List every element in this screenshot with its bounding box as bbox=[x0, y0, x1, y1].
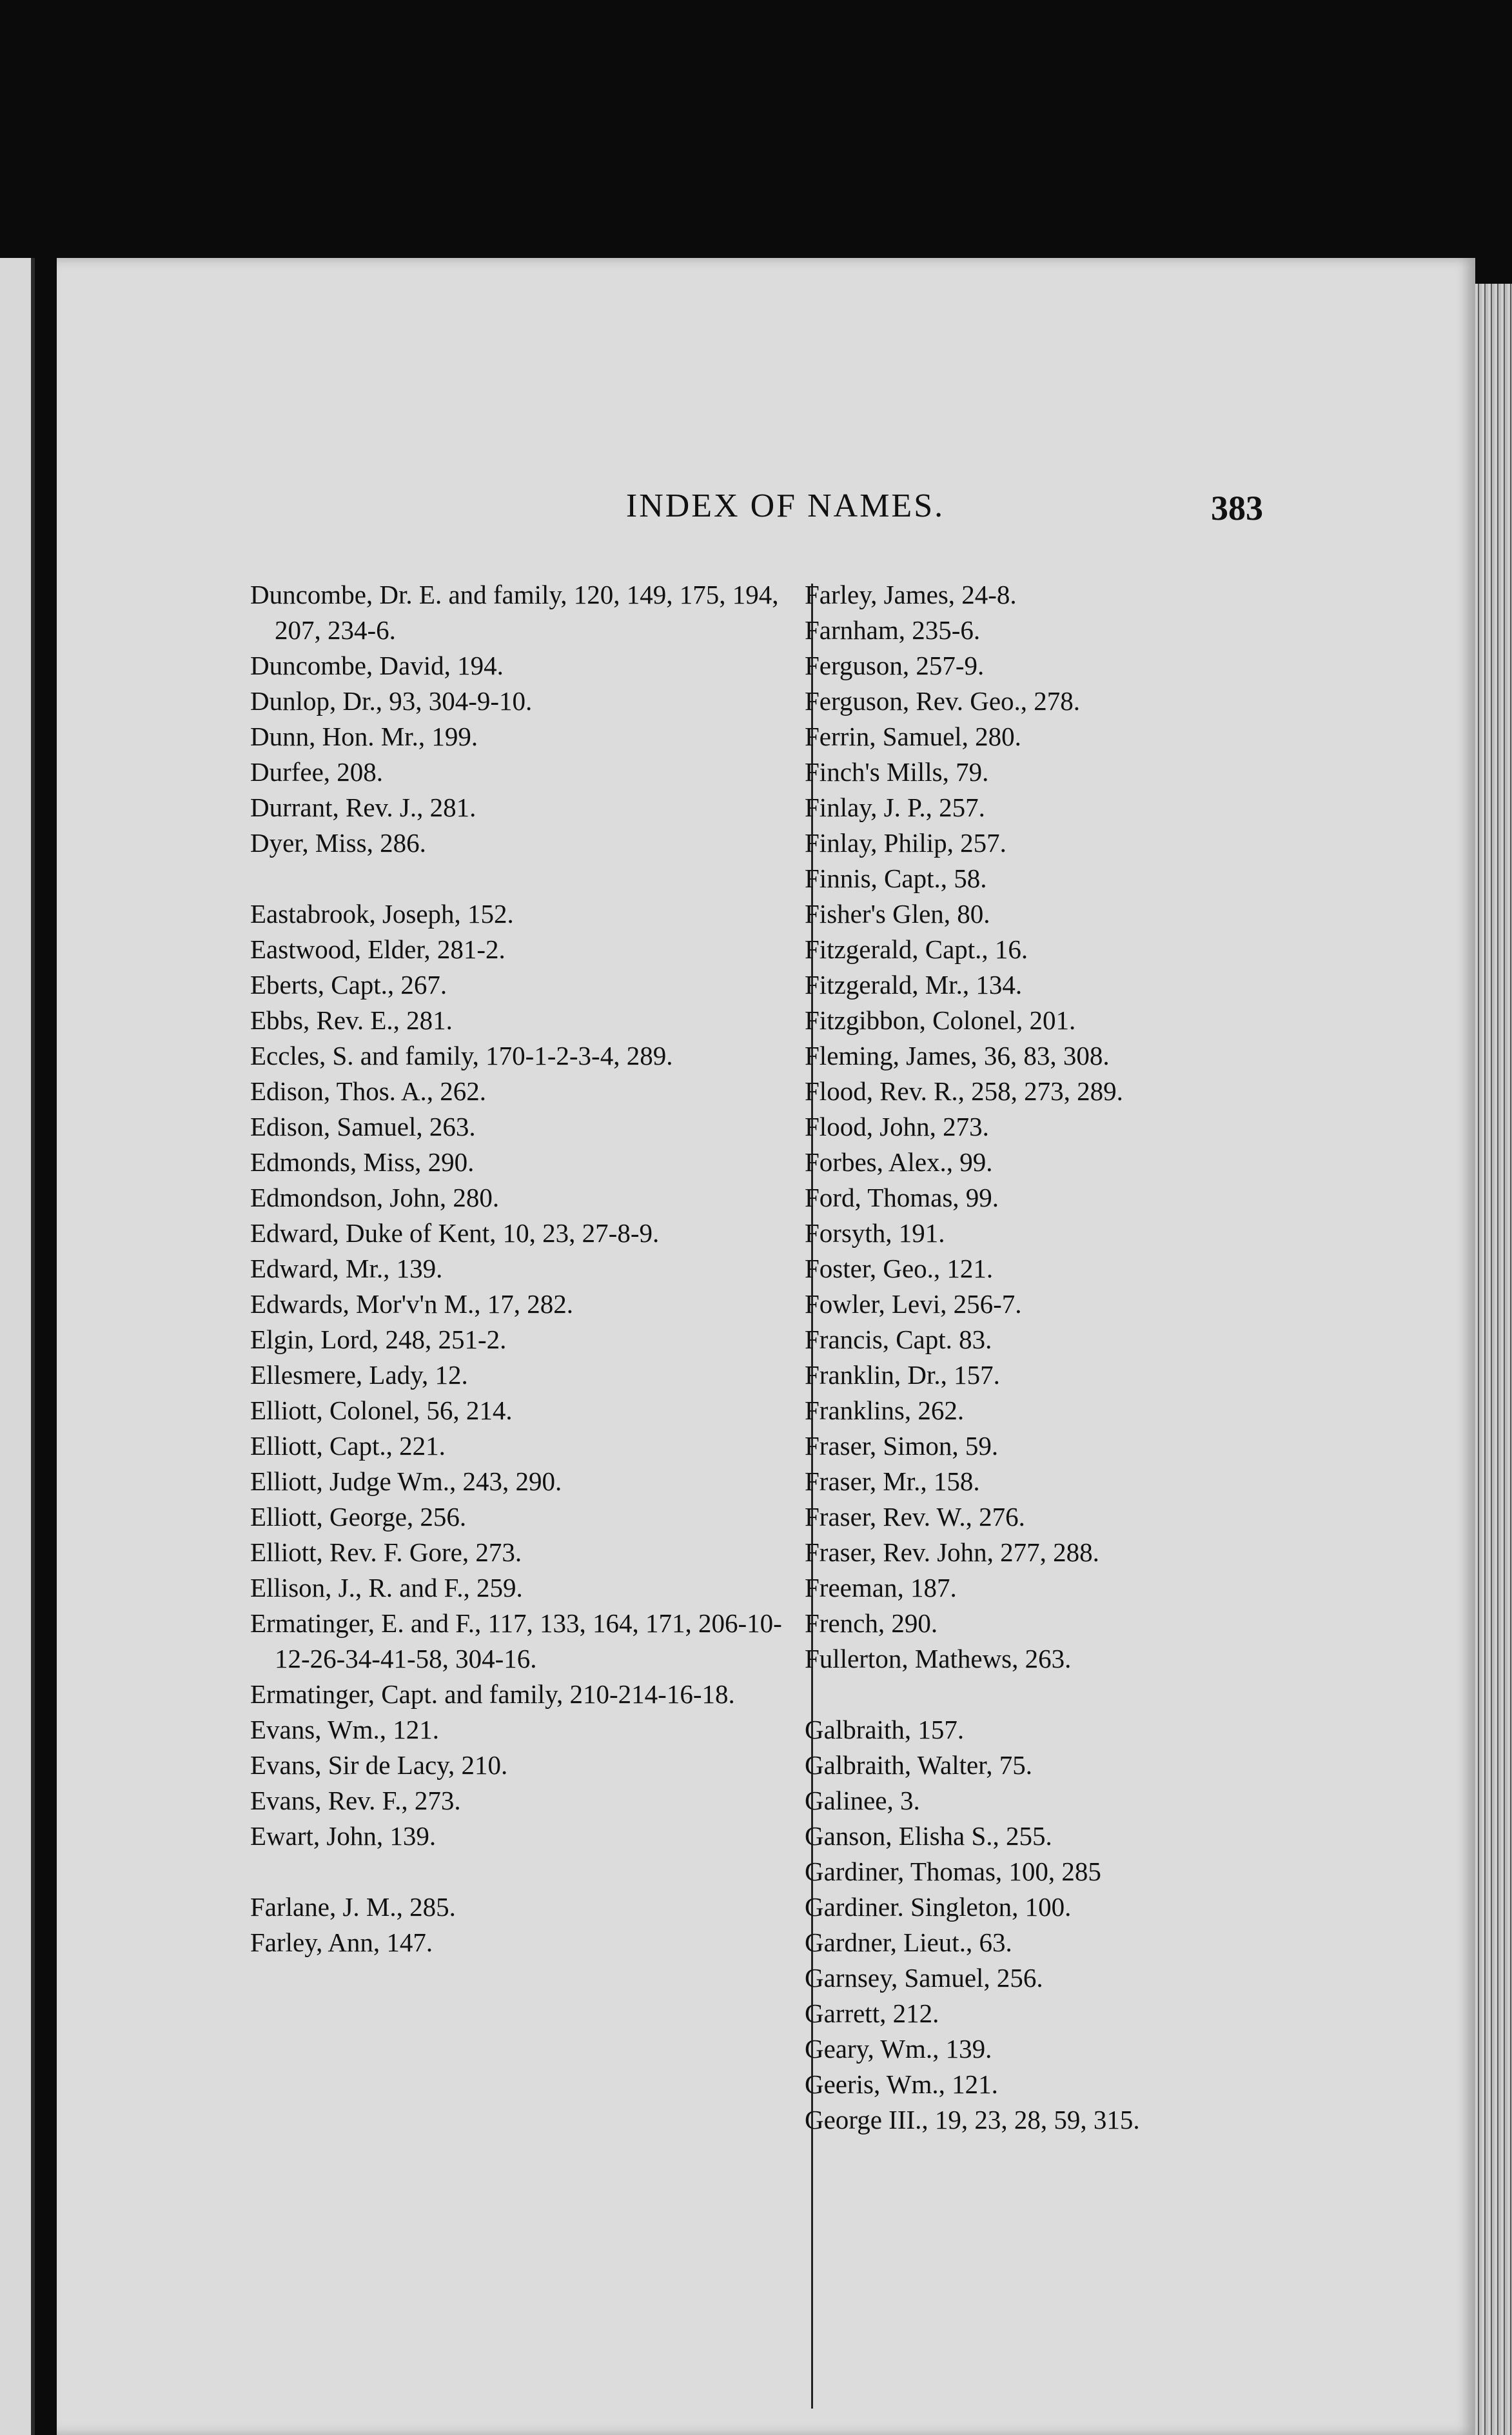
index-entry: Edmondson, John, 280. bbox=[250, 1183, 500, 1212]
index-entry: Gardiner, Thomas, 100, 285 bbox=[805, 1857, 1101, 1886]
index-entry: Ganson, Elisha S., 255. bbox=[805, 1821, 1052, 1851]
index-entry: Galbraith, Walter, 75. bbox=[805, 1750, 1032, 1780]
page-title: INDEX OF NAMES. bbox=[625, 488, 945, 524]
index-entry: Franklins, 262. bbox=[805, 1395, 965, 1425]
index-entry: Fraser, Mr., 158. bbox=[805, 1466, 980, 1496]
index-entry: Garrett, 212. bbox=[805, 1998, 939, 2028]
book-page bbox=[57, 258, 1475, 2435]
index-entry: Elliott, Judge Wm., 243, 290. bbox=[250, 1466, 562, 1496]
index-entry: Ferrin, Samuel, 280. bbox=[805, 722, 1021, 751]
index-entry: Ermatinger, E. and F., 117, 133, 164, 171, 206-10-12-26-34-41-58, 304-16. bbox=[250, 1608, 782, 1673]
index-entry: Fisher's Glen, 80. bbox=[805, 899, 990, 929]
index-entry: Duncombe, Dr. E. and family, 120, 149, 175, 194, 207, 234-6. bbox=[250, 580, 779, 645]
index-column-right bbox=[805, 577, 1321, 2138]
adjacent-page-edge bbox=[0, 258, 35, 2435]
page-header bbox=[57, 487, 1475, 538]
index-entry: Finlay, Philip, 257. bbox=[805, 828, 1006, 858]
index-entry: Fraser, Rev. W., 276. bbox=[805, 1502, 1025, 1532]
index-entry: Freeman, 187. bbox=[805, 1573, 957, 1602]
index-entry: Flood, Rev. R., 258, 273, 289. bbox=[805, 1076, 1123, 1106]
index-entry: Ford, Thomas, 99. bbox=[805, 1183, 999, 1212]
index-entry: Duncombe, David, 194. bbox=[250, 651, 504, 680]
index-entry: Evans, Sir de Lacy, 210. bbox=[250, 1750, 508, 1780]
index-entry: Elliott, Rev. F. Gore, 273. bbox=[250, 1537, 522, 1567]
index-entry: Eastabrook, Joseph, 152. bbox=[250, 899, 514, 929]
index-entry: Franklin, Dr., 157. bbox=[805, 1360, 1000, 1390]
index-entry: Edison, Thos. A., 262. bbox=[250, 1076, 486, 1106]
index-entry: Durrant, Rev. J., 281. bbox=[250, 793, 476, 822]
index-entry: Geary, Wm., 139. bbox=[805, 2034, 992, 2064]
index-entry: Farley, Ann, 147. bbox=[250, 1927, 433, 1957]
index-entry: Flood, John, 273. bbox=[805, 1112, 989, 1141]
index-entry: Fitzgerald, Mr., 134. bbox=[805, 970, 1023, 1000]
index-entry: Fleming, James, 36, 83, 308. bbox=[805, 1041, 1110, 1070]
index-entry: Ebbs, Rev. E., 281. bbox=[250, 1005, 453, 1035]
index-entry: Elgin, Lord, 248, 251-2. bbox=[250, 1325, 507, 1354]
index-entry: Edward, Mr., 139. bbox=[250, 1254, 443, 1283]
index-entry: Farlane, J. M., 285. bbox=[250, 1892, 456, 1922]
index-entry: Fowler, Levi, 256-7. bbox=[805, 1289, 1022, 1319]
index-entry: Evans, Rev. F., 273. bbox=[250, 1786, 461, 1815]
index-column-left bbox=[250, 577, 785, 1960]
index-entry: George III., 19, 23, 28, 59, 315. bbox=[805, 2105, 1140, 2134]
index-entry: Elliott, George, 256. bbox=[250, 1502, 467, 1532]
index-entry: Farnham, 235-6. bbox=[805, 615, 981, 645]
index-entry: Eccles, S. and family, 170-1-2-3-4, 289. bbox=[250, 1041, 673, 1070]
index-entry: Ewart, John, 139. bbox=[250, 1821, 437, 1851]
index-entry: Finnis, Capt., 58. bbox=[805, 863, 987, 893]
index-entry: Durfee, 208. bbox=[250, 757, 384, 787]
index-entry: Dunlop, Dr., 93, 304-9-10. bbox=[250, 686, 533, 716]
section-gap bbox=[805, 1677, 1321, 1712]
index-entry: Edison, Samuel, 263. bbox=[250, 1112, 476, 1141]
index-entry: Finlay, J. P., 257. bbox=[805, 793, 985, 822]
section-gap bbox=[250, 1854, 785, 1889]
index-entry: Edmonds, Miss, 290. bbox=[250, 1147, 475, 1177]
index-entry: Ellesmere, Lady, 12. bbox=[250, 1360, 468, 1390]
index-entry: French, 290. bbox=[805, 1608, 938, 1638]
index-entry: Gardiner. Singleton, 100. bbox=[805, 1892, 1072, 1922]
page-stack-edge bbox=[1475, 284, 1512, 2435]
index-entry: Eberts, Capt., 267. bbox=[250, 970, 447, 1000]
index-entry: Garnsey, Samuel, 256. bbox=[805, 1963, 1043, 1993]
index-entry: Farley, James, 24-8. bbox=[805, 580, 1017, 609]
index-entry: Ferguson, 257-9. bbox=[805, 651, 985, 680]
index-entry: Foster, Geo., 121. bbox=[805, 1254, 994, 1283]
index-entry: Dyer, Miss, 286. bbox=[250, 828, 426, 858]
index-entry: Elliott, Capt., 221. bbox=[250, 1431, 446, 1461]
index-entry: Galbraith, 157. bbox=[805, 1715, 965, 1744]
index-entry: Galinee, 3. bbox=[805, 1786, 920, 1815]
index-entry: Dunn, Hon. Mr., 199. bbox=[250, 722, 478, 751]
index-entry: Gardner, Lieut., 63. bbox=[805, 1927, 1012, 1957]
index-entry: Geeris, Wm., 121. bbox=[805, 2069, 998, 2099]
index-entry: Ellison, J., R. and F., 259. bbox=[250, 1573, 523, 1602]
index-entry: Francis, Capt. 83. bbox=[805, 1325, 992, 1354]
index-entry: Fullerton, Mathews, 263. bbox=[805, 1644, 1072, 1673]
index-entry: Ermatinger, Capt. and family, 210-214-16-18. bbox=[250, 1679, 735, 1709]
index-entry: Edward, Duke of Kent, 10, 23, 27-8-9. bbox=[250, 1218, 660, 1248]
index-entry: Fitzgerald, Capt., 16. bbox=[805, 934, 1028, 964]
index-entry: Forsyth, 191. bbox=[805, 1218, 945, 1248]
index-entry: Elliott, Colonel, 56, 214. bbox=[250, 1395, 513, 1425]
page-number: 383 bbox=[1211, 489, 1263, 527]
section-gap bbox=[250, 861, 785, 896]
index-entry: Forbes, Alex., 99. bbox=[805, 1147, 993, 1177]
index-entry: Edwards, Mor'v'n M., 17, 282. bbox=[250, 1289, 574, 1319]
index-entry: Fraser, Rev. John, 277, 288. bbox=[805, 1537, 1099, 1567]
index-entry: Finch's Mills, 79. bbox=[805, 757, 989, 787]
index-entry: Fitzgibbon, Colonel, 201. bbox=[805, 1005, 1076, 1035]
index-entry: Fraser, Simon, 59. bbox=[805, 1431, 999, 1461]
index-entry: Evans, Wm., 121. bbox=[250, 1715, 440, 1744]
index-entry: Eastwood, Elder, 281-2. bbox=[250, 934, 506, 964]
index-entry: Ferguson, Rev. Geo., 278. bbox=[805, 686, 1081, 716]
